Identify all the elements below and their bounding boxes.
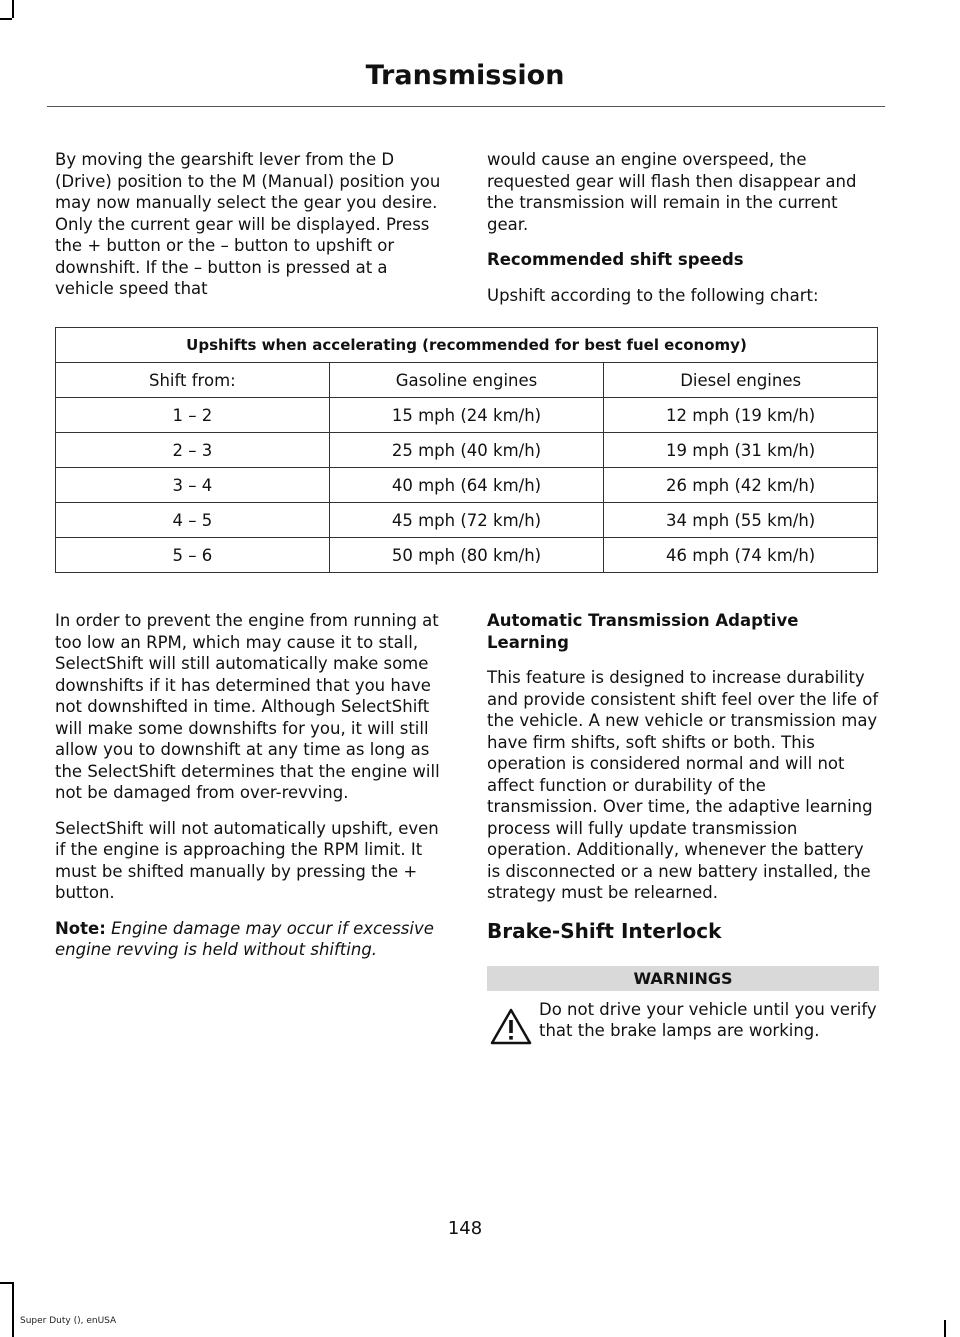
warning-body bbox=[487, 991, 879, 1042]
table-row bbox=[56, 538, 878, 573]
warning-box bbox=[487, 966, 879, 1042]
crop-mark-top-left-h bbox=[0, 18, 12, 20]
crop-mark-bottom-right-v bbox=[944, 1320, 946, 1337]
table-caption: Upshifts when accelerating (recommended for best fuel economy) bbox=[56, 328, 878, 363]
shift-speeds-heading: Recommended shift speeds bbox=[487, 250, 744, 269]
column-1 bbox=[55, 149, 450, 314]
cell-gasoline: 40 mph (64 km/h) bbox=[329, 468, 604, 503]
column-header-diesel: Diesel engines bbox=[604, 363, 878, 398]
column-header-shift-from: Shift from: bbox=[56, 363, 330, 398]
note-label: Note: bbox=[55, 918, 106, 938]
cell-gasoline: 50 mph (80 km/h) bbox=[329, 538, 604, 573]
cell-shift: 1 – 2 bbox=[56, 398, 330, 433]
intro-paragraph: By moving the gearshift lever from the D (Drive) position to the M (Manual) position you may now manually select the gear you desire. Only the current gear will be displayed. Press the + button or the – button to upshift or downshift. If the – button is pressed at a vehicle speed that bbox=[55, 150, 441, 298]
column-3 bbox=[55, 610, 450, 975]
crop-mark-bottom-left-v bbox=[12, 1282, 14, 1337]
downshift-paragraph: In order to prevent the engine from running at too low an RPM, which may cause it to stall, SelectShift will still automatically make some downshifts if it has determined that you have not downshifted in time. Although SelectShift will make some downshifts for you, it will still allow you to downshift at any time as long as the SelectShift determines that the engine will not be damaged from over-revving. bbox=[55, 611, 440, 802]
adaptive-learning-paragraph: This feature is designed to increase durability and provide consistent shift feel over the life of the vehicle. A new vehicle or transmission may have firm shifts, soft shifts or both. This operation is considered normal and will not affect function or durability of the transmission. Over time, the adaptive learning process will fully update transmission operation. Additionally, whenever the battery is disconnected or a new battery installed, the strategy must be relearned. bbox=[487, 668, 879, 902]
cell-diesel: 12 mph (19 km/h) bbox=[604, 398, 878, 433]
crop-mark-top-left-v bbox=[12, 0, 14, 18]
warnings-header: WARNINGS bbox=[487, 966, 879, 991]
document-id: Super Duty (), enUSA bbox=[20, 1316, 117, 1326]
cell-gasoline: 25 mph (40 km/h) bbox=[329, 433, 604, 468]
shift-speeds-table bbox=[55, 327, 878, 573]
chart-intro-paragraph: Upshift according to the following chart: bbox=[487, 285, 819, 305]
cell-shift: 4 – 5 bbox=[56, 503, 330, 538]
table-row bbox=[56, 433, 878, 468]
column-4 bbox=[487, 610, 879, 1042]
adaptive-learning-heading: Automatic Transmission Adaptive Learning bbox=[487, 611, 799, 652]
note-text: Engine damage may occur if excessive engine revving is held without shifting. bbox=[55, 918, 434, 959]
column-2 bbox=[487, 149, 879, 320]
cell-diesel: 34 mph (55 km/h) bbox=[604, 503, 878, 538]
overspeed-paragraph: would cause an engine overspeed, the requested gear will flash then disappear and the transmission will remain in the current gear. bbox=[487, 150, 857, 234]
table-row bbox=[56, 503, 878, 538]
cell-shift: 2 – 3 bbox=[56, 433, 330, 468]
cell-shift: 3 – 4 bbox=[56, 468, 330, 503]
upshift-paragraph: SelectShift will not automatically upshift, even if the engine is approaching the RPM limit. It must be shifted manually by pressing the + button. bbox=[55, 818, 439, 902]
brake-shift-heading: Brake-Shift Interlock bbox=[487, 918, 722, 943]
cell-diesel: 26 mph (42 km/h) bbox=[604, 468, 878, 503]
crop-mark-bottom-left-h bbox=[0, 1282, 12, 1284]
column-header-gasoline: Gasoline engines bbox=[329, 363, 604, 398]
warning-triangle-icon bbox=[489, 1007, 533, 1047]
header-divider bbox=[47, 106, 885, 107]
cell-diesel: 19 mph (31 km/h) bbox=[604, 433, 878, 468]
note-paragraph bbox=[55, 918, 450, 961]
page-number: 148 bbox=[447, 1218, 483, 1239]
warning-text: Do not drive your vehicle until you verify that the brake lamps are working. bbox=[539, 999, 877, 1040]
cell-gasoline: 45 mph (72 km/h) bbox=[329, 503, 604, 538]
cell-gasoline: 15 mph (24 km/h) bbox=[329, 398, 604, 433]
cell-shift: 5 – 6 bbox=[56, 538, 330, 573]
cell-diesel: 46 mph (74 km/h) bbox=[604, 538, 878, 573]
table-row bbox=[56, 398, 878, 433]
page-title: Transmission bbox=[365, 60, 565, 91]
table-row bbox=[56, 468, 878, 503]
